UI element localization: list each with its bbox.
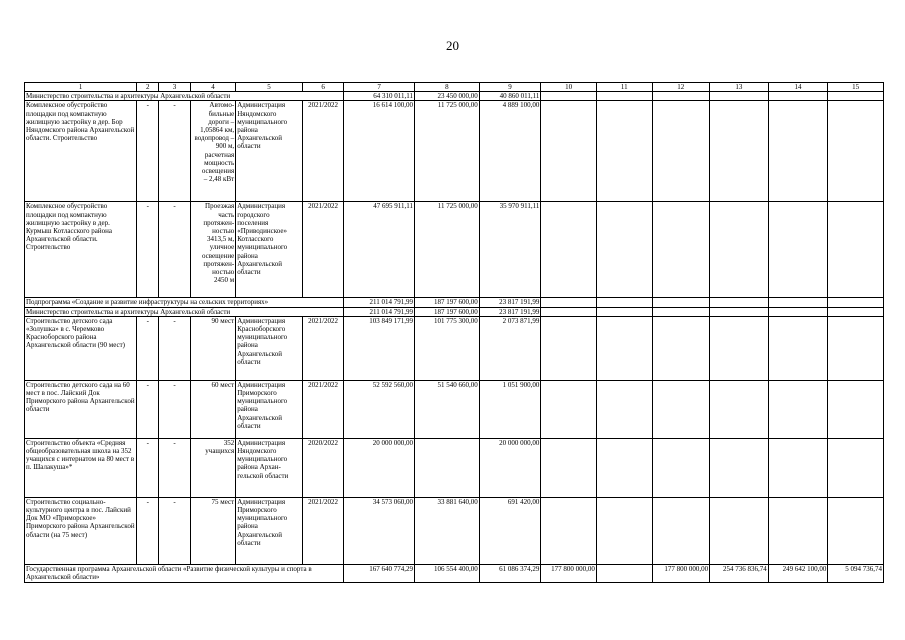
cell-col3: - <box>159 316 190 380</box>
amount-cell-c13 <box>710 202 769 298</box>
cell-col3: - <box>159 380 190 438</box>
amount-cell-c10 <box>541 101 597 202</box>
amount-cell-c12 <box>652 202 710 298</box>
budget-table <box>24 82 884 583</box>
customer-cell: Администрация городского поселения «Приводинское» Котласского муниципального района Архангельской области <box>236 202 303 298</box>
amount-cell-c9: 35 970 911,11 <box>479 202 541 298</box>
amount-cell-c15: 5 094 736,74 <box>828 564 884 582</box>
table-row <box>25 316 884 380</box>
column-number-cell: 11 <box>596 83 652 92</box>
amount-cell-c15 <box>828 438 884 497</box>
amount-cell-c14 <box>768 202 828 298</box>
amount-cell-c10 <box>541 380 597 438</box>
amount-cell-c11 <box>596 316 652 380</box>
amount-cell-c13 <box>710 307 769 316</box>
column-number-cell: 4 <box>190 83 235 92</box>
column-number-cell: 6 <box>302 83 343 92</box>
amount-cell-c7: 103 849 171,99 <box>344 316 415 380</box>
amount-cell-c9: 1 051 900,00 <box>479 380 541 438</box>
amount-cell-c7: 167 640 774,29 <box>344 564 415 582</box>
amount-cell-c15 <box>828 380 884 438</box>
object-name-cell: Строительство объекта «Средняя общеобразовательная школа на 352 учащихся с интернатом на 80 мест в п. Шалакуша»* <box>25 438 137 497</box>
summary-row <box>25 298 884 307</box>
amount-cell-c8: 51 540 660,00 <box>415 380 480 438</box>
amount-cell-c10 <box>541 307 597 316</box>
cell-col3: - <box>159 438 190 497</box>
cell-col3: - <box>159 497 190 564</box>
amount-cell-c13 <box>710 316 769 380</box>
amount-cell-c14 <box>768 101 828 202</box>
amount-cell-c12 <box>652 101 710 202</box>
amount-cell-c11 <box>596 497 652 564</box>
amount-cell-c7: 211 014 791,99 <box>344 298 415 307</box>
column-number-cell: 13 <box>710 83 769 92</box>
amount-cell-c11 <box>596 298 652 307</box>
amount-cell-c15 <box>828 307 884 316</box>
amount-cell-c12 <box>652 92 710 101</box>
amount-cell-c13 <box>710 438 769 497</box>
column-number-cell: 7 <box>344 83 415 92</box>
column-number-cell: 9 <box>479 83 541 92</box>
amount-cell-c11 <box>596 564 652 582</box>
amount-cell-c10 <box>541 202 597 298</box>
amount-cell-c14 <box>768 438 828 497</box>
amount-cell-c7: 20 000 000,00 <box>344 438 415 497</box>
object-name-cell: Строительство детского сада на 60 мест в пос. Лайский Док Приморского района Архангельской области <box>25 380 137 438</box>
table-row <box>25 380 884 438</box>
amount-cell-c14 <box>768 92 828 101</box>
amount-cell-c8: 101 775 300,00 <box>415 316 480 380</box>
period-cell: 2021/2022 <box>302 380 343 438</box>
table-row <box>25 497 884 564</box>
amount-cell-c12 <box>652 497 710 564</box>
customer-cell: Администрация Приморского муниципального района Архангельской области <box>236 380 303 438</box>
period-cell: 2021/2022 <box>302 101 343 202</box>
row-label: Министерство строительства и архитектуры Архангельской области <box>25 92 344 101</box>
table-row <box>25 438 884 497</box>
amount-cell-c7: 211 014 791,99 <box>344 307 415 316</box>
amount-cell-c9: 691 420,00 <box>479 497 541 564</box>
cell-col3: - <box>159 101 190 202</box>
cell-col2: - <box>137 497 159 564</box>
object-name-cell: Строительство детского сада «Золушка» в с. Черемково Красноборского района Архангельской области (90 мест) <box>25 316 137 380</box>
capacity-cell: 352 учащихся <box>190 438 235 497</box>
amount-cell-c15 <box>828 92 884 101</box>
amount-cell-c12 <box>652 380 710 438</box>
cell-col2: - <box>137 438 159 497</box>
amount-cell-c7: 34 573 060,00 <box>344 497 415 564</box>
cell-col2: - <box>137 101 159 202</box>
cell-col2: - <box>137 380 159 438</box>
table-row <box>25 202 884 298</box>
cell-col2: - <box>137 202 159 298</box>
column-number-cell: 5 <box>236 83 303 92</box>
column-number-cell: 3 <box>159 83 190 92</box>
amount-cell-c9: 61 086 374,29 <box>479 564 541 582</box>
object-name-cell: Комплексное обустройство площадки под компактную жилищную застройку в дер. Бор Няндомского района Архангельской области. Строительство <box>25 101 137 202</box>
column-number-cell: 14 <box>768 83 828 92</box>
amount-cell-c10 <box>541 438 597 497</box>
column-number-cell: 10 <box>541 83 597 92</box>
column-number-row <box>25 83 884 92</box>
summary-row <box>25 307 884 316</box>
amount-cell-c11 <box>596 92 652 101</box>
period-cell: 2021/2022 <box>302 316 343 380</box>
column-number-cell: 12 <box>652 83 710 92</box>
amount-cell-c11 <box>596 438 652 497</box>
column-number-cell: 8 <box>415 83 480 92</box>
amount-cell-c9: 23 817 191,99 <box>479 307 541 316</box>
amount-cell-c13 <box>710 380 769 438</box>
amount-cell-c10 <box>541 497 597 564</box>
amount-cell-c9: 2 073 871,99 <box>479 316 541 380</box>
page-number: 20 <box>446 38 459 53</box>
customer-cell: Администрация Красноборского муниципального района Архангельской области <box>236 316 303 380</box>
column-number-cell: 1 <box>25 83 137 92</box>
customer-cell: Администрация Приморского муниципального района Архангельской области <box>236 497 303 564</box>
capacity-cell: 75 мест <box>190 497 235 564</box>
amount-cell-c12: 177 800 000,00 <box>652 564 710 582</box>
object-name-cell: Комплексное обустройство площадки под компактную жилищную застройку в дер. Курмыш Котласского района Архангельской области. Строительство <box>25 202 137 298</box>
period-cell: 2021/2022 <box>302 497 343 564</box>
amount-cell-c15 <box>828 298 884 307</box>
amount-cell-c8: 11 725 000,00 <box>415 101 480 202</box>
capacity-cell: 60 мест <box>190 380 235 438</box>
object-name-cell: Строительство социально-культурного центра в пос. Лайский Док МО «Приморское» Приморского района Архангельской области (на 75 мест) <box>25 497 137 564</box>
amount-cell-c13 <box>710 298 769 307</box>
amount-cell-c8: 106 554 400,00 <box>415 564 480 582</box>
amount-cell-c15 <box>828 497 884 564</box>
capacity-cell: 90 мест <box>190 316 235 380</box>
amount-cell-c11 <box>596 380 652 438</box>
cell-col3: - <box>159 202 190 298</box>
amount-cell-c10 <box>541 92 597 101</box>
column-number-cell: 2 <box>137 83 159 92</box>
amount-cell-c12 <box>652 307 710 316</box>
amount-cell-c14 <box>768 380 828 438</box>
amount-cell-c14: 249 642 100,00 <box>768 564 828 582</box>
amount-cell-c12 <box>652 438 710 497</box>
amount-cell-c15 <box>828 101 884 202</box>
amount-cell-c10: 177 800 000,00 <box>541 564 597 582</box>
amount-cell-c7: 16 614 100,00 <box>344 101 415 202</box>
amount-cell-c15 <box>828 202 884 298</box>
amount-cell-c14 <box>768 497 828 564</box>
amount-cell-c8: 11 725 000,00 <box>415 202 480 298</box>
amount-cell-c9: 4 889 100,00 <box>479 101 541 202</box>
customer-cell: Администрация Няндомского муниципального района Архан- гельской области <box>236 438 303 497</box>
amount-cell-c13: 254 736 836,74 <box>710 564 769 582</box>
row-label: Министерство строительства и архитектуры Архангельской области <box>25 307 344 316</box>
column-number-cell: 15 <box>828 83 884 92</box>
amount-cell-c12 <box>652 316 710 380</box>
amount-cell-c9: 40 860 011,11 <box>479 92 541 101</box>
amount-cell-c13 <box>710 92 769 101</box>
amount-cell-c14 <box>768 307 828 316</box>
amount-cell-c12 <box>652 298 710 307</box>
amount-cell-c14 <box>768 316 828 380</box>
amount-cell-c10 <box>541 316 597 380</box>
amount-cell-c13 <box>710 497 769 564</box>
amount-cell-c8: 187 197 600,00 <box>415 307 480 316</box>
row-label: Государственная программа Архангельской области «Развитие физической культуры и спорта в Архангельской области» <box>25 564 344 582</box>
table-row <box>25 101 884 202</box>
amount-cell-c7: 47 695 911,11 <box>344 202 415 298</box>
capacity-cell: Автомо- бильные дороги – 1,05864 км, водопровод – 900 м, расчетная мощность освещения – 2,48 кВт <box>190 101 235 202</box>
customer-cell: Администрация Няндомского муниципального района Архангельской области <box>236 101 303 202</box>
amount-cell-c7: 64 310 011,11 <box>344 92 415 101</box>
amount-cell-c11 <box>596 202 652 298</box>
amount-cell-c14 <box>768 298 828 307</box>
period-cell: 2020/2022 <box>302 438 343 497</box>
amount-cell-c10 <box>541 298 597 307</box>
amount-cell-c11 <box>596 307 652 316</box>
amount-cell-c8 <box>415 438 480 497</box>
capacity-cell: Проезжая часть протяжен- ностью 3413,5 м, уличное освещение протяжен- ностью 2450 м <box>190 202 235 298</box>
amount-cell-c8: 33 881 640,00 <box>415 497 480 564</box>
amount-cell-c8: 187 197 600,00 <box>415 298 480 307</box>
period-cell: 2021/2022 <box>302 202 343 298</box>
amount-cell-c9: 23 817 191,99 <box>479 298 541 307</box>
table-body <box>25 83 884 583</box>
amount-cell-c13 <box>710 101 769 202</box>
amount-cell-c9: 20 000 000,00 <box>479 438 541 497</box>
cell-col2: - <box>137 316 159 380</box>
summary-row <box>25 92 884 101</box>
amount-cell-c8: 23 450 000,00 <box>415 92 480 101</box>
row-label: Подпрограмма «Создание и развитие инфраструктуры на сельских территориях» <box>25 298 344 307</box>
summary-row <box>25 564 884 582</box>
amount-cell-c15 <box>828 316 884 380</box>
amount-cell-c11 <box>596 101 652 202</box>
amount-cell-c7: 52 592 560,00 <box>344 380 415 438</box>
